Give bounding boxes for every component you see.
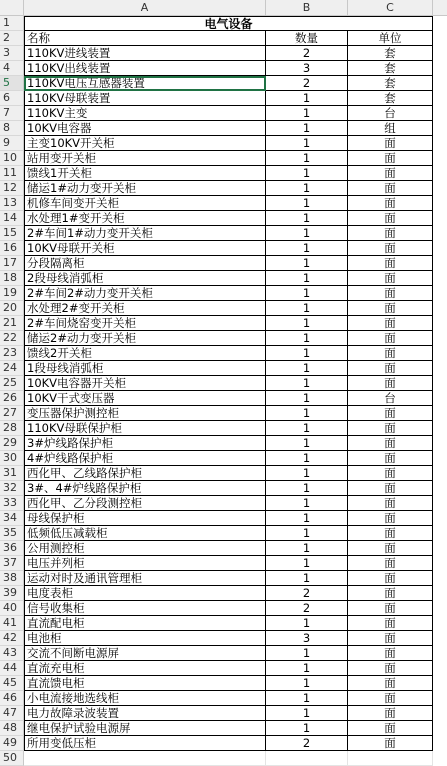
table-row xyxy=(0,226,447,241)
cell-name[interactable]: 变压器保护测控柜 xyxy=(24,406,266,421)
table-row xyxy=(0,316,447,331)
table-row xyxy=(0,736,447,751)
cell-name[interactable]: 水处理2#变开关柜 xyxy=(24,301,266,316)
row-header[interactable]: 43 xyxy=(0,646,24,661)
row-header[interactable]: 46 xyxy=(0,691,24,706)
row-header[interactable]: 41 xyxy=(0,616,24,631)
row-header[interactable]: 5 xyxy=(0,76,24,91)
cell-unit[interactable]: 面 xyxy=(348,541,433,556)
table-row xyxy=(0,706,447,721)
table-row xyxy=(0,46,447,61)
cell-quantity[interactable]: 1 xyxy=(266,211,348,226)
cell-unit[interactable]: 面 xyxy=(348,511,433,526)
table-row xyxy=(0,211,447,226)
table-row xyxy=(0,556,447,571)
cell-unit[interactable]: 台 xyxy=(348,391,433,406)
row-header[interactable]: 6 xyxy=(0,91,24,106)
cell-unit[interactable]: 套 xyxy=(348,76,433,91)
cell-unit[interactable]: 面 xyxy=(348,601,433,616)
cell-unit[interactable]: 面 xyxy=(348,211,433,226)
row-header[interactable]: 23 xyxy=(0,346,24,361)
table-row xyxy=(0,466,447,481)
cell-unit[interactable]: 面 xyxy=(348,196,433,211)
row-header[interactable]: 10 xyxy=(0,151,24,166)
cell-name[interactable]: 110KV出线装置 xyxy=(24,61,266,76)
cell-name[interactable]: 4#炉线路保护柜 xyxy=(24,451,266,466)
row-header[interactable]: 27 xyxy=(0,406,24,421)
table-row xyxy=(0,271,447,286)
row-header[interactable]: 9 xyxy=(0,136,24,151)
cell-name[interactable]: 110KV主变 xyxy=(24,106,266,121)
column-header-a[interactable]: A xyxy=(24,0,266,16)
cell-unit[interactable]: 面 xyxy=(348,241,433,256)
cell-quantity[interactable]: 2 xyxy=(266,601,348,616)
row-header[interactable]: 17 xyxy=(0,256,24,271)
cell-name[interactable]: 直流馈电柜 xyxy=(24,676,266,691)
cell-unit[interactable]: 面 xyxy=(348,496,433,511)
cell-quantity[interactable]: 1 xyxy=(266,616,348,631)
cell-quantity[interactable]: 1 xyxy=(266,181,348,196)
row-header[interactable]: 19 xyxy=(0,286,24,301)
cell-name[interactable]: 运动对时及通讯管理柜 xyxy=(24,571,266,586)
row-header[interactable]: 49 xyxy=(0,736,24,751)
row-header[interactable]: 29 xyxy=(0,436,24,451)
cell-quantity[interactable]: 1 xyxy=(266,706,348,721)
cell-name[interactable]: 110KV电压互感器装置 xyxy=(24,76,266,91)
cell-unit[interactable]: 面 xyxy=(348,661,433,676)
empty-cell[interactable] xyxy=(24,751,266,766)
cell-quantity[interactable]: 1 xyxy=(266,346,348,361)
table-row xyxy=(0,256,447,271)
cell-unit[interactable]: 台 xyxy=(348,106,433,121)
cell-unit[interactable]: 面 xyxy=(348,526,433,541)
cell-unit[interactable]: 面 xyxy=(348,166,433,181)
cell-unit[interactable]: 组 xyxy=(348,121,433,136)
cell-quantity[interactable]: 1 xyxy=(266,241,348,256)
cell-unit[interactable]: 面 xyxy=(348,271,433,286)
cell-quantity[interactable]: 1 xyxy=(266,676,348,691)
sheet-title-cell[interactable]: 电气设备 xyxy=(24,16,433,31)
cell-quantity[interactable]: 1 xyxy=(266,466,348,481)
table-row xyxy=(0,496,447,511)
cell-quantity[interactable]: 1 xyxy=(266,151,348,166)
cell-name[interactable]: 站用变开关柜 xyxy=(24,151,266,166)
row-header[interactable]: 37 xyxy=(0,556,24,571)
header-cell-unit[interactable]: 单位 xyxy=(348,31,433,46)
cell-name[interactable]: 主变10KV开关柜 xyxy=(24,136,266,151)
cell-name[interactable]: 信号收集柜 xyxy=(24,601,266,616)
cell-unit[interactable]: 套 xyxy=(348,91,433,106)
cell-quantity[interactable]: 2 xyxy=(266,76,348,91)
row-header[interactable]: 14 xyxy=(0,211,24,226)
sheet-row xyxy=(0,16,447,31)
cell-quantity[interactable]: 3 xyxy=(266,631,348,646)
table-row xyxy=(0,616,447,631)
cell-unit[interactable]: 面 xyxy=(348,436,433,451)
table-row xyxy=(0,481,447,496)
cell-unit[interactable]: 面 xyxy=(348,721,433,736)
row-header[interactable]: 35 xyxy=(0,526,24,541)
row-header[interactable]: 24 xyxy=(0,361,24,376)
cell-unit[interactable]: 套 xyxy=(348,61,433,76)
cell-unit[interactable]: 面 xyxy=(348,736,433,751)
row-header[interactable]: 33 xyxy=(0,496,24,511)
table-row xyxy=(0,331,447,346)
empty-cell[interactable] xyxy=(348,751,433,766)
cell-name[interactable]: 3#、4#炉线路保护柜 xyxy=(24,481,266,496)
cell-quantity[interactable]: 1 xyxy=(266,121,348,136)
cell-quantity[interactable]: 1 xyxy=(266,571,348,586)
table-row xyxy=(0,301,447,316)
table-row xyxy=(0,691,447,706)
cell-name[interactable]: 低频低压减载柜 xyxy=(24,526,266,541)
table-row xyxy=(0,361,447,376)
row-header[interactable]: 15 xyxy=(0,226,24,241)
cell-quantity[interactable]: 1 xyxy=(266,421,348,436)
cell-name[interactable]: 馈线1开关柜 xyxy=(24,166,266,181)
table-row xyxy=(0,166,447,181)
cell-quantity[interactable]: 1 xyxy=(266,286,348,301)
column-header-c[interactable]: C xyxy=(348,0,433,16)
cell-quantity[interactable]: 1 xyxy=(266,541,348,556)
table-row xyxy=(0,121,447,136)
cell-quantity[interactable]: 1 xyxy=(266,376,348,391)
cell-quantity[interactable]: 1 xyxy=(266,406,348,421)
select-all-corner[interactable] xyxy=(0,0,24,16)
cell-quantity[interactable]: 1 xyxy=(266,556,348,571)
row-header[interactable]: 12 xyxy=(0,181,24,196)
cell-name[interactable]: 2段母线消弧柜 xyxy=(24,271,266,286)
table-row xyxy=(0,421,447,436)
cell-name[interactable]: 电压并列柜 xyxy=(24,556,266,571)
row-header[interactable]: 21 xyxy=(0,316,24,331)
cell-unit[interactable]: 面 xyxy=(348,631,433,646)
row-header[interactable]: 20 xyxy=(0,301,24,316)
cell-quantity[interactable]: 1 xyxy=(266,721,348,736)
table-row xyxy=(0,451,447,466)
cell-unit[interactable]: 面 xyxy=(348,301,433,316)
row-header[interactable]: 40 xyxy=(0,601,24,616)
cell-unit[interactable]: 面 xyxy=(348,376,433,391)
row-header[interactable]: 31 xyxy=(0,466,24,481)
cell-name[interactable]: 电力故障录波装置 xyxy=(24,706,266,721)
row-header[interactable]: 44 xyxy=(0,661,24,676)
cell-name[interactable]: 10KV电容器开关柜 xyxy=(24,376,266,391)
table-row xyxy=(0,661,447,676)
cell-name[interactable]: 2#车间烧窑变开关柜 xyxy=(24,316,266,331)
row-header[interactable]: 39 xyxy=(0,586,24,601)
cell-unit[interactable]: 面 xyxy=(348,586,433,601)
cell-quantity[interactable]: 1 xyxy=(266,436,348,451)
cell-name[interactable]: 分段隔离柜 xyxy=(24,256,266,271)
cell-unit[interactable]: 面 xyxy=(348,256,433,271)
cell-name[interactable]: 3#炉线路保护柜 xyxy=(24,436,266,451)
cell-name[interactable]: 电池柜 xyxy=(24,631,266,646)
cell-name[interactable]: 所用变低压柜 xyxy=(24,736,266,751)
cell-quantity[interactable]: 1 xyxy=(266,691,348,706)
cell-name[interactable]: 10KV干式变压器 xyxy=(24,391,266,406)
cell-quantity[interactable]: 1 xyxy=(266,451,348,466)
cell-unit[interactable]: 面 xyxy=(348,466,433,481)
cell-name[interactable]: 110KV进线装置 xyxy=(24,46,266,61)
cell-name[interactable]: 1段母线消弧柜 xyxy=(24,361,266,376)
row-header[interactable]: 3 xyxy=(0,46,24,61)
cell-quantity[interactable]: 3 xyxy=(266,61,348,76)
row-header[interactable]: 1 xyxy=(0,16,24,31)
table-row xyxy=(0,676,447,691)
cell-name[interactable]: 水处理1#变开关柜 xyxy=(24,211,266,226)
cell-name[interactable]: 110KV母联装置 xyxy=(24,91,266,106)
table-row xyxy=(0,346,447,361)
empty-row xyxy=(0,751,447,766)
row-header[interactable]: 13 xyxy=(0,196,24,211)
table-row xyxy=(0,721,447,736)
cell-unit[interactable]: 面 xyxy=(348,346,433,361)
row-header[interactable]: 11 xyxy=(0,166,24,181)
cell-unit[interactable]: 面 xyxy=(348,616,433,631)
cell-name[interactable]: 电度表柜 xyxy=(24,586,266,601)
cell-quantity[interactable]: 1 xyxy=(266,271,348,286)
row-header[interactable]: 8 xyxy=(0,121,24,136)
cell-unit[interactable]: 套 xyxy=(348,46,433,61)
row-header[interactable]: 36 xyxy=(0,541,24,556)
table-row xyxy=(0,646,447,661)
cell-name[interactable]: 机修车间变开关柜 xyxy=(24,196,266,211)
cell-name[interactable]: 直流配电柜 xyxy=(24,616,266,631)
cell-name[interactable]: 小电流接地选线柜 xyxy=(24,691,266,706)
row-header[interactable]: 4 xyxy=(0,61,24,76)
table-row xyxy=(0,541,447,556)
table-row xyxy=(0,571,447,586)
empty-cell[interactable] xyxy=(266,751,348,766)
row-header[interactable]: 45 xyxy=(0,676,24,691)
cell-unit[interactable]: 面 xyxy=(348,226,433,241)
cell-name[interactable]: 储运2#动力变开关柜 xyxy=(24,331,266,346)
cell-quantity[interactable]: 1 xyxy=(266,91,348,106)
cell-quantity[interactable]: 1 xyxy=(266,646,348,661)
row-header[interactable]: 28 xyxy=(0,421,24,436)
cell-unit[interactable]: 面 xyxy=(348,316,433,331)
cell-name[interactable]: 继电保护试验电源屏 xyxy=(24,721,266,736)
cell-unit[interactable]: 面 xyxy=(348,286,433,301)
cell-name[interactable]: 2#车间1#动力变开关柜 xyxy=(24,226,266,241)
cell-name[interactable]: 母线保护柜 xyxy=(24,511,266,526)
sheet-row xyxy=(0,31,447,46)
header-cell-name[interactable]: 名称 xyxy=(24,31,266,46)
cell-name[interactable]: 馈线2开关柜 xyxy=(24,346,266,361)
cell-name[interactable]: 直流充电柜 xyxy=(24,661,266,676)
row-header[interactable]: 48 xyxy=(0,721,24,736)
cell-quantity[interactable]: 1 xyxy=(266,391,348,406)
cell-quantity[interactable]: 1 xyxy=(266,526,348,541)
cell-unit[interactable]: 面 xyxy=(348,151,433,166)
header-cell-quantity[interactable]: 数量 xyxy=(266,31,348,46)
cell-name[interactable]: 西化甲、乙分段测控柜 xyxy=(24,496,266,511)
cell-quantity[interactable]: 1 xyxy=(266,361,348,376)
cell-quantity[interactable]: 1 xyxy=(266,256,348,271)
cell-quantity[interactable]: 1 xyxy=(266,136,348,151)
cell-unit[interactable]: 面 xyxy=(348,691,433,706)
table-row xyxy=(0,526,447,541)
cell-quantity[interactable]: 1 xyxy=(266,316,348,331)
table-row xyxy=(0,241,447,256)
cell-quantity[interactable]: 1 xyxy=(266,226,348,241)
column-header-b[interactable]: B xyxy=(266,0,348,16)
table-row xyxy=(0,106,447,121)
table-row xyxy=(0,76,447,91)
table-row xyxy=(0,511,447,526)
row-header[interactable]: 18 xyxy=(0,271,24,286)
cell-unit[interactable]: 面 xyxy=(348,406,433,421)
table-row xyxy=(0,586,447,601)
cell-name[interactable]: 交流不间断电源屏 xyxy=(24,646,266,661)
cell-quantity[interactable]: 1 xyxy=(266,496,348,511)
row-header[interactable]: 32 xyxy=(0,481,24,496)
table-row xyxy=(0,436,447,451)
table-row xyxy=(0,391,447,406)
row-header[interactable]: 7 xyxy=(0,106,24,121)
table-row xyxy=(0,136,447,151)
row-header[interactable]: 26 xyxy=(0,391,24,406)
cell-quantity[interactable]: 1 xyxy=(266,196,348,211)
cell-unit[interactable]: 面 xyxy=(348,361,433,376)
row-header[interactable]: 25 xyxy=(0,376,24,391)
cell-name[interactable]: 西化甲、乙线路保护柜 xyxy=(24,466,266,481)
cell-quantity[interactable]: 1 xyxy=(266,166,348,181)
cell-unit[interactable]: 面 xyxy=(348,571,433,586)
row-header[interactable]: 34 xyxy=(0,511,24,526)
table-row xyxy=(0,376,447,391)
cell-unit[interactable]: 面 xyxy=(348,481,433,496)
cell-unit[interactable]: 面 xyxy=(348,676,433,691)
cell-name[interactable]: 公用测控柜 xyxy=(24,541,266,556)
cell-name[interactable]: 10KV电容器 xyxy=(24,121,266,136)
table-row xyxy=(0,151,447,166)
column-header-filler xyxy=(433,0,447,16)
row-header[interactable]: 42 xyxy=(0,631,24,646)
cell-unit[interactable]: 面 xyxy=(348,706,433,721)
table-row xyxy=(0,91,447,106)
cell-quantity[interactable]: 1 xyxy=(266,301,348,316)
cell-unit[interactable]: 面 xyxy=(348,181,433,196)
cell-unit[interactable]: 面 xyxy=(348,331,433,346)
cell-quantity[interactable]: 2 xyxy=(266,736,348,751)
cell-unit[interactable]: 面 xyxy=(348,136,433,151)
cell-unit[interactable]: 面 xyxy=(348,556,433,571)
cell-quantity[interactable]: 1 xyxy=(266,331,348,346)
cell-name[interactable]: 2#车间2#动力变开关柜 xyxy=(24,286,266,301)
row-header[interactable]: 2 xyxy=(0,31,24,46)
cell-name[interactable]: 110KV母联保护柜 xyxy=(24,421,266,436)
table-row xyxy=(0,61,447,76)
table-row xyxy=(0,601,447,616)
row-header[interactable]: 30 xyxy=(0,451,24,466)
cell-quantity[interactable]: 1 xyxy=(266,511,348,526)
row-header[interactable]: 47 xyxy=(0,706,24,721)
table-row xyxy=(0,286,447,301)
cell-quantity[interactable]: 2 xyxy=(266,46,348,61)
cell-unit[interactable]: 面 xyxy=(348,451,433,466)
cell-quantity[interactable]: 1 xyxy=(266,661,348,676)
cell-name[interactable]: 储运1#动力变开关柜 xyxy=(24,181,266,196)
cell-name[interactable]: 10KV母联开关柜 xyxy=(24,241,266,256)
table-row xyxy=(0,406,447,421)
cell-quantity[interactable]: 1 xyxy=(266,106,348,121)
table-row xyxy=(0,631,447,646)
cell-quantity[interactable]: 2 xyxy=(266,586,348,601)
table-row xyxy=(0,181,447,196)
cell-unit[interactable]: 面 xyxy=(348,646,433,661)
cell-quantity[interactable]: 1 xyxy=(266,481,348,496)
row-header[interactable]: 50 xyxy=(0,751,24,766)
row-header[interactable]: 38 xyxy=(0,571,24,586)
table-row xyxy=(0,196,447,211)
row-header[interactable]: 22 xyxy=(0,331,24,346)
row-header[interactable]: 16 xyxy=(0,241,24,256)
cell-unit[interactable]: 面 xyxy=(348,421,433,436)
